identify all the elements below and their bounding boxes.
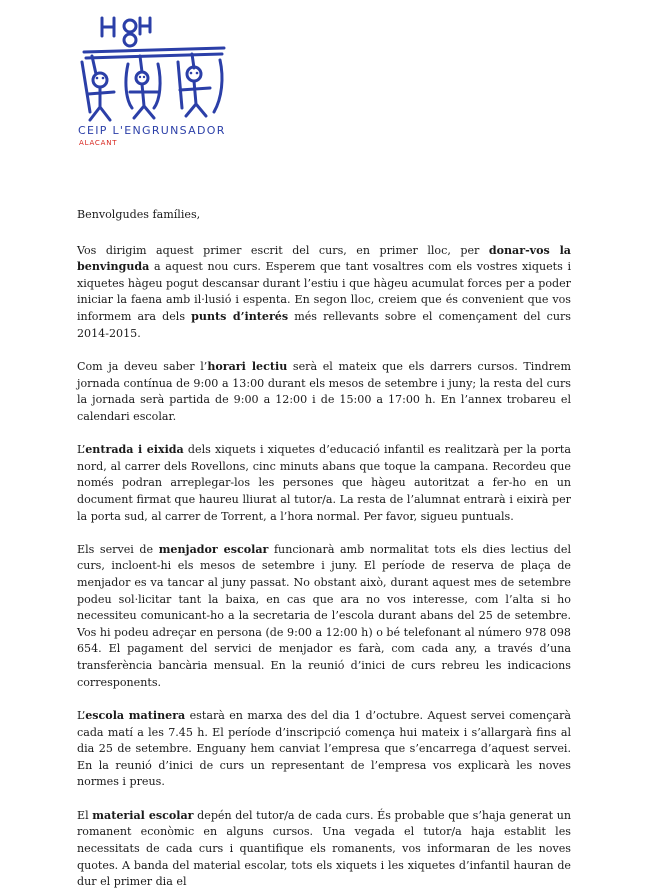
paragraph-welcome: Vos dirigim aquest primer escrit del curs, en primer lloc, per donar-vos la benvinguda a aquest nou curs. Esperem que tant vosaltres com els vostres xiquets i xiquetes hàgeu pogut descansar durant l’estiu i que hàgeu acumulat forces per a poder iniciar la faena amb il·lusió i espenta. En segon lloc, creiem que és convenient que vos informem ara dels punts d’interés més rellevants sobre el començament del curs 2014-2015.: [77, 243, 571, 340]
paragraph-entry-exit: L’entrada i eixida dels xiquets i xiquetes d’educació infantil es realitzarà per la porta nord, al carrer dels Rovellons, cinc minuts abans que toque la campana. Recordeu que només podran arreplegar-los les persones que hàgeu autoritzat a fer-ho en un document firmat que haureu lliurat al tutor/a. La resta de l’alumnat entrarà i eixirà per la porta sud, al carrer de Torrent, a l’hora normal. Per favor, sigueu puntuals.: [77, 443, 571, 523]
letter-body: [77, 207, 572, 889]
children-drawing-logo: [74, 12, 244, 132]
paragraph-school-material: El material escolar depén del tutor/a de cada curs. És probable que s’haja generat un romanent econòmic en alguns cursos. Una vegada el tutor/a haja establit les necessitats de cada curs i quantifique els romanents, vos informaran de les noves quotes. A banda del material escolar, tots els xiquets i les xiquetes d’infantil hauran de dur el primer dia el: [77, 808, 571, 889]
paragraph-morning-school: L’escola matinera estarà en marxa des del dia 1 d’octubre. Aquest servei començarà cada matí a les 7.45 h. El període d’inscripció comença hui mateix i s’allargarà fins al dia 25 de setembre. Enguany hem canviat l’empresa que s’encarrega d’aquest servei. En la reunió d’inici de curs un representant de l’empresa vos explicarà les noves normes i preus.: [77, 709, 571, 789]
school-name: CEIP L'ENGRUNSADOR: [78, 124, 226, 137]
greeting: Benvolgudes famílies,: [77, 208, 201, 221]
school-logo: [74, 12, 244, 152]
paragraph-lunch-service: Els servei de menjador escolar funcionarà amb normalitat tots els dies lectius del curs, incloent-hi els mesos de setembre i juny. El període de reserva de plaça de menjador es va tancar al juny passat. No obstant això, durant aquest mes de setembre podeu sol·licitar tant la baixa, en cas que ara no vos interesse, com l’alta si ho necessiteu comunicant-ho a la secretaria de l’escola durant abans del 25 de setembre. Vos hi podeu adreçar en persona (de 9:00 a 12:00 h) o bé telefonant al número 978 098 654. El pagament del servici de menjador es farà, com cada any, a través d’una transferència bancària mensual. En la reunió d’inici de curs rebreu les indicacions corresponents.: [77, 542, 572, 689]
school-city: ALACANT: [79, 139, 118, 147]
paragraph-schedule: Com ja deveu saber l’horari lectiu serà el mateix que els darrers cursos. Tindrem jornada contínua de 9:00 a 13:00 durant els mesos de setembre i juny; la resta del curs la jornada serà partida de 9:00 a 12:00 i de 15:00 a 17:00 h. En l’annex trobareu el calendari escolar.: [77, 359, 571, 423]
